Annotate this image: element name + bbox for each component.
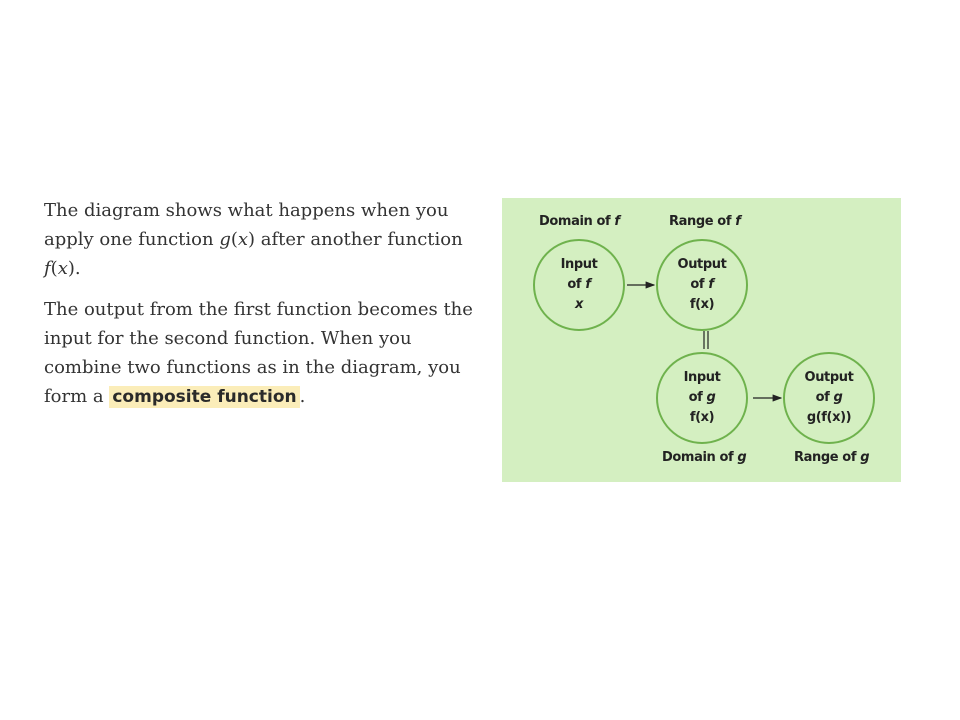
- para1-text-1: The diagram shows what happens when you apply one function: [44, 200, 449, 250]
- output-g-line-3: g(f(x)): [806, 410, 852, 425]
- math-x-2: x: [57, 258, 68, 279]
- para2-text-1: The output from the first function becomes the input for the second function. When you combine two functions as in the diagram, you form a: [44, 299, 473, 407]
- math-g: g: [219, 229, 231, 250]
- paragraph-1: [44, 196, 474, 283]
- input-g-line-1: Input: [683, 370, 721, 385]
- circle-output-of-f: [656, 239, 748, 331]
- output-f-line-2: of f: [690, 277, 714, 292]
- circle-input-of-f: [533, 239, 625, 331]
- label-range-of-f: Range of f: [669, 214, 741, 229]
- output-f-line-1: Output: [677, 257, 727, 272]
- label-domain-of-f: Domain of f: [539, 214, 620, 229]
- output-f-line-3: f(x): [689, 297, 715, 312]
- composite-function-term: composite function: [109, 386, 299, 408]
- math-f: f: [44, 258, 51, 279]
- para1-paren-2: (: [50, 258, 58, 279]
- paragraph-2: [44, 295, 474, 412]
- circle-input-of-g: [656, 352, 748, 444]
- para1-text-3: ).: [67, 258, 81, 279]
- input-f-line-2: of f: [567, 277, 591, 292]
- label-domain-of-g: Domain of g: [662, 450, 747, 465]
- input-g-line-2: of g: [688, 390, 716, 405]
- explanation-text: [44, 196, 474, 424]
- output-g-line-2: of g: [815, 390, 843, 405]
- circle-output-of-g: [783, 352, 875, 444]
- input-f-line-3: x: [575, 297, 583, 312]
- para1-paren-1: (: [230, 229, 238, 250]
- math-x-1: x: [237, 229, 249, 250]
- input-g-line-3: f(x): [689, 410, 715, 425]
- label-range-of-g: Range of g: [794, 450, 870, 465]
- input-f-line-1: Input: [560, 257, 598, 272]
- output-g-line-1: Output: [804, 370, 854, 385]
- composite-function-diagram: [502, 198, 901, 482]
- para2-text-2: .: [299, 386, 306, 407]
- para1-text-2: ) after another function: [248, 229, 463, 250]
